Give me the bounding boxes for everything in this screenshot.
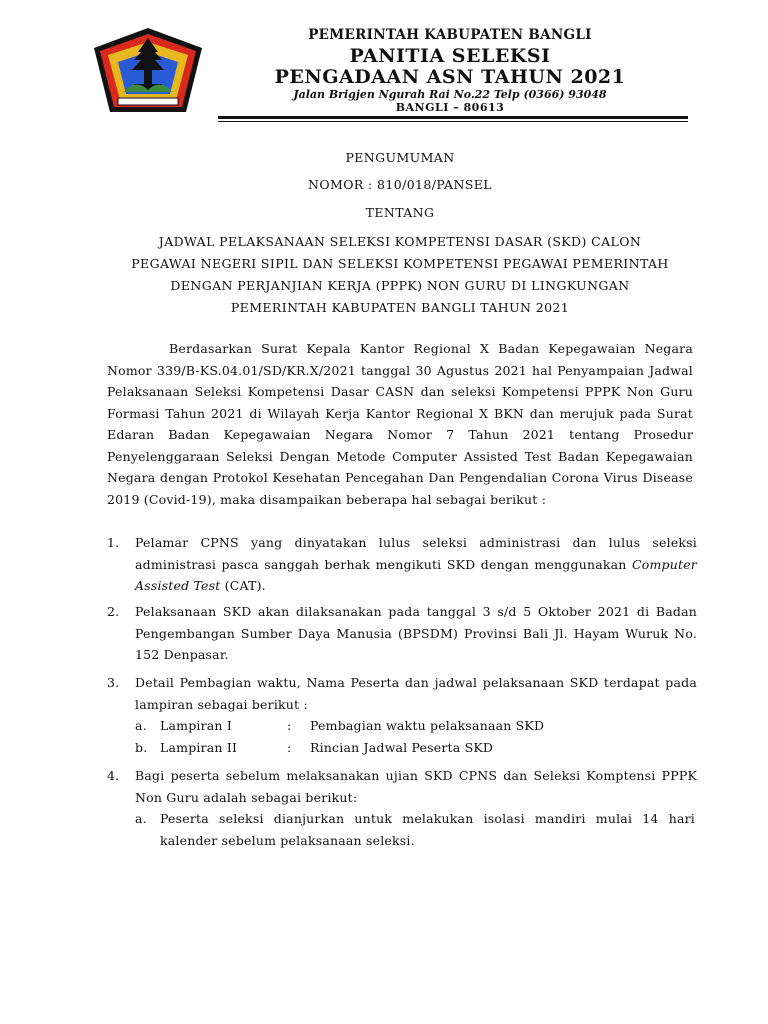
list-item [107, 672, 697, 715]
bangli-regency-emblem [88, 22, 208, 118]
attachment-letter: a. [135, 718, 147, 733]
attachment-colon: : [287, 718, 292, 733]
attachment-desc: Rincian Jadwal Peserta SKD [310, 740, 494, 755]
letterhead-rule-thick [218, 116, 688, 119]
item-text: Detail Pembagian waktu, Nama Peserta dan jadwal pelaksanaan SKD terdapat pada lampiran sebagai berikut : [135, 675, 697, 712]
subject-line: DENGAN PERJANJIAN KERJA (PPPK) NON GURU DI LINGKUNGAN [170, 278, 630, 293]
list-item [107, 601, 697, 666]
item-number: 1. [107, 535, 120, 550]
item-number: 2. [107, 604, 120, 619]
item-number: 3. [107, 675, 120, 690]
attachment-colon: : [287, 740, 292, 755]
subject-line: PEGAWAI NEGERI SIPIL DAN SELEKSI KOMPETENSI PEGAWAI PEMERINTAH [131, 256, 669, 271]
item-text: Pelaksanaan SKD akan dilaksanakan pada tanggal 3 s/d 5 Oktober 2021 di Badan Pengembangan Sumber Daya Manusia (BPSDM) Provinsi Bali Jl. Hayam Wuruk No. 152 Denpasar. [135, 604, 697, 662]
item-tail: (CAT). [220, 578, 266, 593]
city-postcode: BANGLI – 80613 [395, 101, 505, 114]
attachment-desc: Pembagian waktu pelaksanaan SKD [310, 718, 545, 733]
intro-paragraph [107, 338, 693, 510]
committee-name: PANITIA SELEKSI [349, 45, 551, 67]
subject-line: JADWAL PELAKSANAAN SELEKSI KOMPETENSI DASAR (SKD) CALON [158, 234, 642, 249]
item-number: 4. [107, 768, 120, 783]
item-text: Bagi peserta sebelum melaksanakan ujian SKD CPNS dan Seleksi Komptensi PPPK Non Guru adalah sebagai berikut: [135, 768, 697, 805]
program-name: PENGADAAN ASN TAHUN 2021 [274, 66, 626, 88]
sub-item-text: Peserta seleksi dianjurkan untuk melakukan isolasi mandiri mulai 14 hari kalender sebelum pelaksanaan seleksi. [160, 811, 695, 848]
attachment-letter: b. [135, 740, 148, 755]
announcement-label: PENGUMUMAN [345, 150, 455, 165]
government-name: PEMERINTAH KABUPATEN BANGLI [308, 27, 592, 43]
sub-item-letter: a. [135, 811, 147, 826]
list-item [107, 532, 697, 597]
about-label: TENTANG [365, 205, 435, 220]
item-text: Pelamar CPNS yang dinyatakan lulus seleksi administrasi dan lulus seleksi administrasi pasca sanggah berhak mengikuti SKD dengan menggunakan [135, 535, 697, 572]
list-item [107, 765, 697, 808]
intro-text: Berdasarkan Surat Kepala Kantor Regional X Badan Kepegawaian Negara Nomor 339/B-KS.04.01/SD/KR.X/2021 tanggal 30 Agustus 2021 hal Penyampaian Jadwal Pelaksanaan Seleksi Kompetensi Dasar CASN dan seleksi Kompetensi PPPK Non Guru Formasi Tahun 2021 di Wilayah Kerja Kantor Regional X BKN dan merujuk pada Surat Edaran Badan Kepegawaian Negara Nomor 7 Tahun 2021 tentang Prosedur Penyelenggaraan Seleksi Dengan Metode Computer Assisted Test Badan Kepegawaian Negara dengan Protokol Kesehatan Pencegahan Dan Pengendalian Corona Virus Disease 2019 (Covid-19), maka disampaikan beberapa hal sebagai berikut : [107, 341, 693, 507]
attachment-name: Lampiran II [160, 740, 238, 755]
item-italic: Computer Assisted Test [135, 556, 697, 593]
announcement-number: NOMOR : 810/018/PANSEL [308, 177, 492, 192]
subject-line: PEMERINTAH KABUPATEN BANGLI TAHUN 2021 [230, 300, 570, 315]
sub-list-item [135, 808, 695, 851]
letterhead-rule-thin [218, 121, 688, 122]
address: Jalan Brigjen Ngurah Rai No.22 Telp (0366) 93048 [293, 88, 607, 101]
attachment-name: Lampiran I [160, 718, 232, 733]
